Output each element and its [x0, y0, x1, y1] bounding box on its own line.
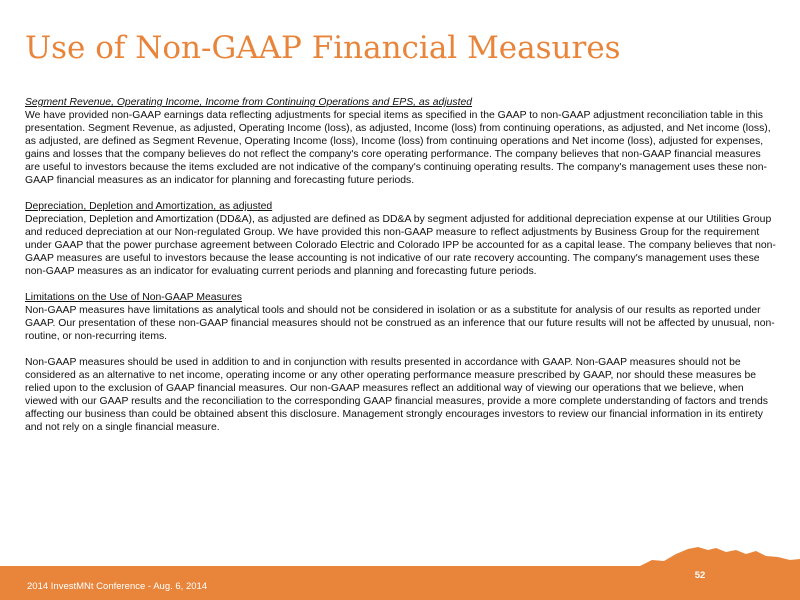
page-number: 52	[694, 570, 706, 581]
footer-text: 2014 InvestMNt Conference - Aug. 6, 2014	[27, 581, 208, 592]
section-paragraph: Non-GAAP measures have limitations as analytical tools and should not be considered in isolation or as a substitute for analysis of our results as reported under GAAP. Our presentation of these non-GAAP financial measures should not be construed as an inference that our future results will not be affected by unusual, non-routine, or non-recurring items.	[25, 305, 775, 342]
section-paragraph: We have provided non-GAAP earnings data reflecting adjustments for special items as specified in the GAAP to non-GAAP adjustment reconciliation table in this presentation. Segment Revenue, as adjusted, Operating Income (loss), as adjusted, Income (loss) from continuing operations, as adjusted, and Net income (loss), as adjusted, are defined as Segment Revenue, Operating Income (loss), Income (loss) from continuing operations and Net income (loss), adjusted for expenses, gains and losses that the company believes do not reflect the company's core operating performance. The company believes that non-GAAP financial measures are useful to investors because the items excluded are not indicative of the company's continuing operating results. The company's management uses these non-GAAP financial measures as an indicator for planning and forecasting future periods.	[25, 110, 771, 186]
section-segment-revenue	[25, 96, 777, 187]
section-heading: Limitations on the Use of Non-GAAP Measures	[25, 292, 242, 303]
body-content	[25, 96, 777, 447]
slide-title: Use of Non-GAAP Financial Measures	[25, 30, 621, 66]
section-paragraph: Non-GAAP measures should be used in addition to and in conjunction with results presented in accordance with GAAP. Non-GAAP measures should not be considered as an alternative to net income, operating income or any other operating performance measure prescribed by GAAP, nor should these measures be relied upon to the exclusion of GAAP financial measures. Our non-GAAP measures reflect an additional way of viewing our operations that we believe, when viewed with our GAAP results and the reconciliation to the corresponding GAAP financial measures, provide a more complete understanding of factors and trends affecting our business than could be obtained absent this disclosure. Management strongly encourages investors to review our financial information in its entirety and not rely on a single financial measure.	[25, 357, 768, 433]
section-heading: Depreciation, Depletion and Amortization, as adjusted	[25, 201, 273, 212]
section-limitations	[25, 291, 777, 343]
section-usage	[25, 356, 777, 434]
section-dda	[25, 200, 777, 278]
section-paragraph: Depreciation, Depletion and Amortization (DD&A), as adjusted are defined as DD&A by segment adjusted for additional depreciation expense at our Utilities Group and reduced depreciation at our Non-regulated Group. We have provided this non-GAAP measure to reflect adjustments by Business Group for the requirement under GAAP that the power purchase agreement between Colorado Electric and Colorado IPP be accounted for as a capital lease. The company believes that non-GAAP measures are useful to investors because the lease accounting is not indicative of our rate recovery accounting. The company's management uses these non-GAAP measures as an indicator for evaluating current periods and planning and forecasting future periods.	[25, 214, 776, 277]
section-heading: Segment Revenue, Operating Income, Income from Continuing Operations and EPS, as adjusted	[25, 97, 473, 108]
footer-band	[0, 540, 800, 600]
